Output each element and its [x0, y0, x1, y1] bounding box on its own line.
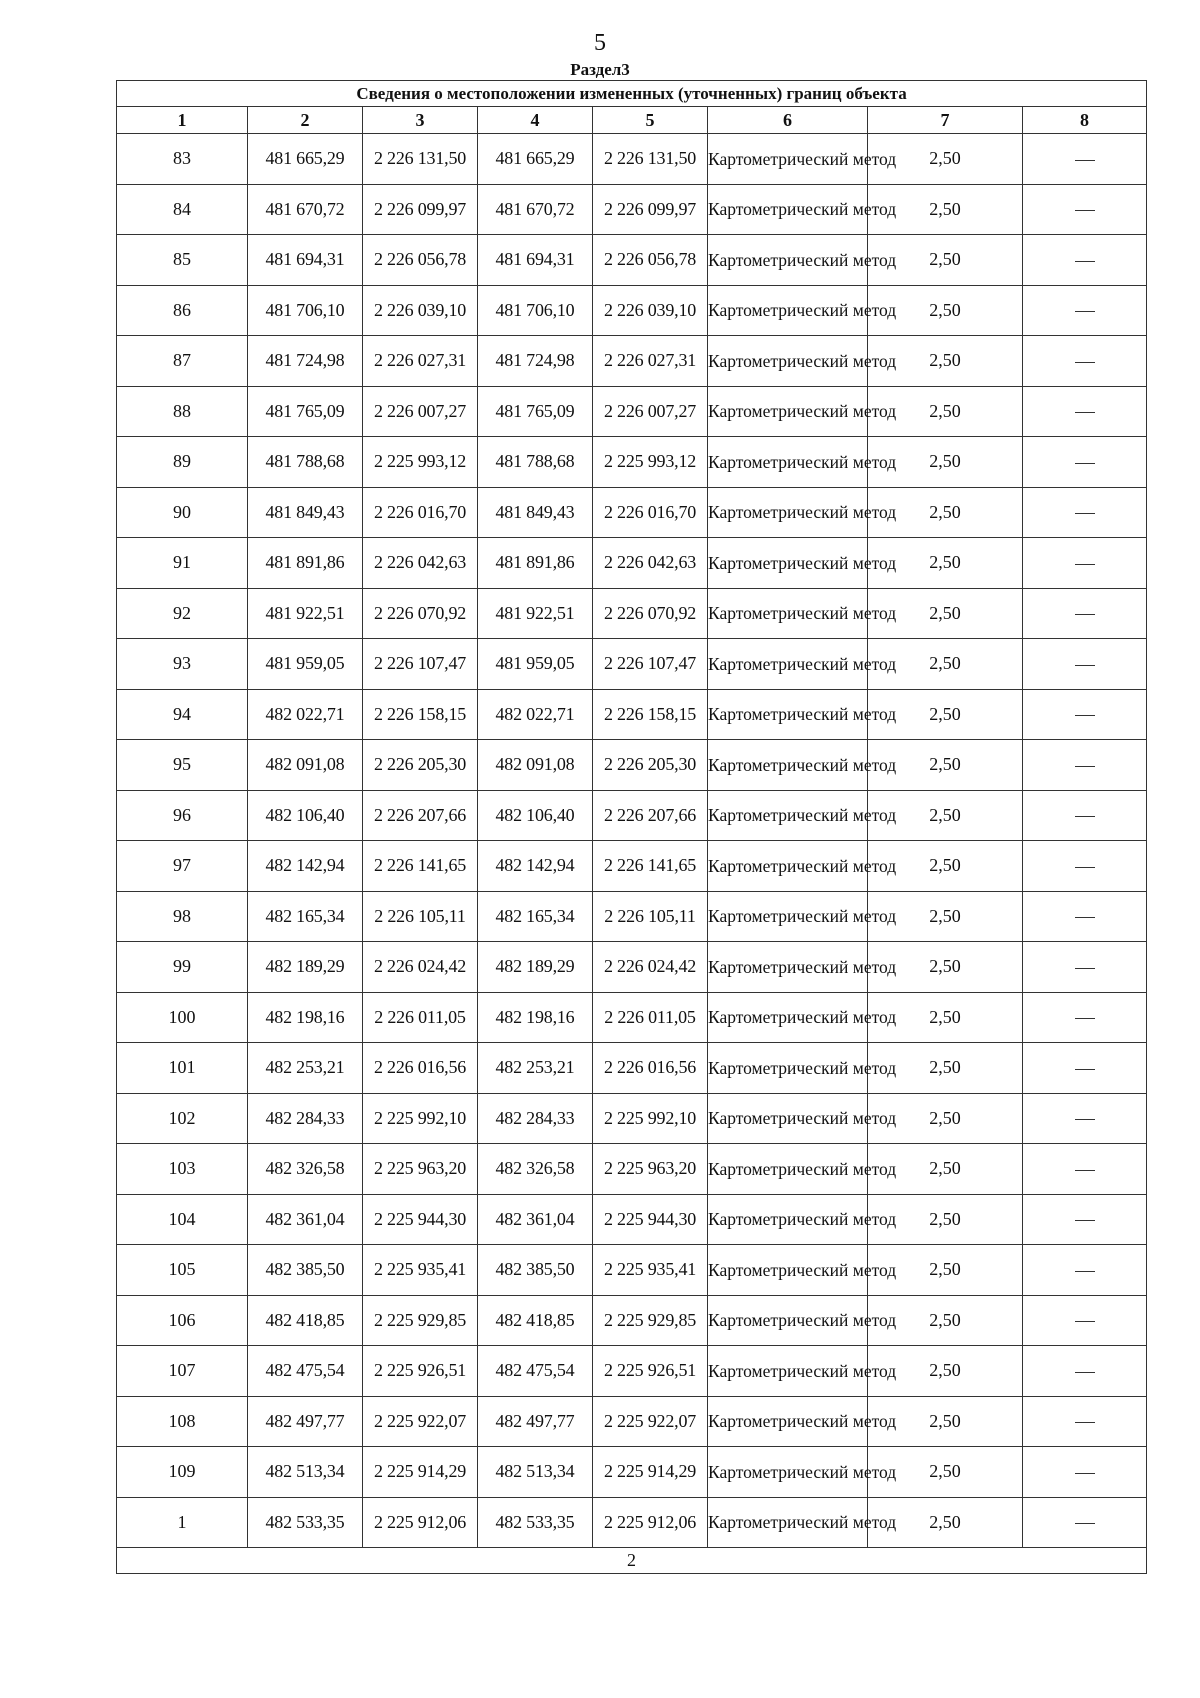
x-new-cell: 482 533,35 [478, 1497, 593, 1548]
table-footer-row [117, 1548, 1147, 1574]
y-old-cell: 2 226 107,47 [363, 639, 478, 690]
accuracy-cell: 2,50 [868, 992, 1023, 1043]
x-new-cell: 482 475,54 [478, 1346, 593, 1397]
y-old-cell: 2 225 926,51 [363, 1346, 478, 1397]
y-old-cell: 2 225 992,10 [363, 1093, 478, 1144]
dash-mark [1075, 412, 1095, 413]
y-old-cell: 2 226 207,66 [363, 790, 478, 841]
table-row [117, 588, 1147, 639]
description-cell [1023, 1093, 1147, 1144]
x-old-cell: 481 694,31 [248, 235, 363, 286]
y-new-cell: 2 226 158,15 [593, 689, 708, 740]
point-number-cell: 93 [117, 639, 248, 690]
y-old-cell: 2 225 935,41 [363, 1245, 478, 1296]
y-new-cell: 2 225 992,10 [593, 1093, 708, 1144]
x-old-cell: 481 765,09 [248, 386, 363, 437]
table-row [117, 1043, 1147, 1094]
x-new-cell: 482 513,34 [478, 1447, 593, 1498]
point-number-cell: 88 [117, 386, 248, 437]
description-cell [1023, 1144, 1147, 1195]
method-cell: Картометрический метод [708, 1144, 868, 1195]
table-row [117, 740, 1147, 791]
footer-note: 2 [117, 1548, 1147, 1574]
x-new-cell: 482 198,16 [478, 992, 593, 1043]
table-row [117, 1144, 1147, 1195]
x-new-cell: 482 106,40 [478, 790, 593, 841]
x-old-cell: 481 891,86 [248, 538, 363, 589]
point-number-cell: 98 [117, 891, 248, 942]
point-number-cell: 103 [117, 1144, 248, 1195]
method-cell: Картометрический метод [708, 1295, 868, 1346]
y-old-cell: 2 225 929,85 [363, 1295, 478, 1346]
description-cell [1023, 1447, 1147, 1498]
dash-mark [1075, 1523, 1095, 1524]
accuracy-cell: 2,50 [868, 538, 1023, 589]
accuracy-cell: 2,50 [868, 487, 1023, 538]
x-old-cell: 482 106,40 [248, 790, 363, 841]
y-old-cell: 2 225 993,12 [363, 437, 478, 488]
method-cell: Картометрический метод [708, 891, 868, 942]
x-new-cell: 481 665,29 [478, 134, 593, 185]
accuracy-cell: 2,50 [868, 689, 1023, 740]
dash-mark [1075, 210, 1095, 211]
table-row [117, 184, 1147, 235]
dash-mark [1075, 1422, 1095, 1423]
y-new-cell: 2 225 944,30 [593, 1194, 708, 1245]
accuracy-cell: 2,50 [868, 790, 1023, 841]
method-cell: Картометрический метод [708, 184, 868, 235]
accuracy-cell: 2,50 [868, 235, 1023, 286]
accuracy-cell: 2,50 [868, 437, 1023, 488]
point-number-cell: 90 [117, 487, 248, 538]
table-row [117, 285, 1147, 336]
y-old-cell: 2 226 141,65 [363, 841, 478, 892]
description-cell [1023, 235, 1147, 286]
x-old-cell: 481 922,51 [248, 588, 363, 639]
y-new-cell: 2 225 922,07 [593, 1396, 708, 1447]
description-cell [1023, 184, 1147, 235]
table-row [117, 942, 1147, 993]
accuracy-cell: 2,50 [868, 386, 1023, 437]
method-cell: Картометрический метод [708, 639, 868, 690]
description-cell [1023, 639, 1147, 690]
accuracy-cell: 2,50 [868, 740, 1023, 791]
point-number-cell: 96 [117, 790, 248, 841]
x-old-cell: 482 189,29 [248, 942, 363, 993]
description-cell [1023, 1497, 1147, 1548]
table-row [117, 1093, 1147, 1144]
method-cell: Картометрический метод [708, 285, 868, 336]
dash-mark [1075, 1321, 1095, 1322]
y-old-cell: 2 225 944,30 [363, 1194, 478, 1245]
dash-mark [1075, 311, 1095, 312]
description-cell [1023, 1194, 1147, 1245]
table-row [117, 790, 1147, 841]
dash-mark [1075, 1220, 1095, 1221]
x-old-cell: 482 361,04 [248, 1194, 363, 1245]
dash-mark [1075, 766, 1095, 767]
dash-mark [1075, 614, 1095, 615]
table-row [117, 487, 1147, 538]
x-old-cell: 481 665,29 [248, 134, 363, 185]
point-number-cell: 83 [117, 134, 248, 185]
column-header: 7 [868, 107, 1023, 134]
accuracy-cell: 2,50 [868, 942, 1023, 993]
description-cell [1023, 1245, 1147, 1296]
accuracy-cell: 2,50 [868, 1043, 1023, 1094]
x-old-cell: 482 091,08 [248, 740, 363, 791]
dash-mark [1075, 564, 1095, 565]
point-number-cell: 94 [117, 689, 248, 740]
accuracy-cell: 2,50 [868, 1447, 1023, 1498]
method-cell: Картометрический метод [708, 1043, 868, 1094]
table-row [117, 992, 1147, 1043]
table-row [117, 134, 1147, 185]
x-old-cell: 482 326,58 [248, 1144, 363, 1195]
point-number-cell: 84 [117, 184, 248, 235]
x-old-cell: 482 165,34 [248, 891, 363, 942]
y-new-cell: 2 226 027,31 [593, 336, 708, 387]
method-cell: Картометрический метод [708, 1194, 868, 1245]
description-cell [1023, 1396, 1147, 1447]
table-row [117, 1194, 1147, 1245]
table-row [117, 689, 1147, 740]
point-number-cell: 95 [117, 740, 248, 791]
y-old-cell: 2 226 007,27 [363, 386, 478, 437]
x-old-cell: 481 670,72 [248, 184, 363, 235]
y-old-cell: 2 226 205,30 [363, 740, 478, 791]
method-cell: Картометрический метод [708, 689, 868, 740]
x-new-cell: 482 091,08 [478, 740, 593, 791]
x-old-cell: 481 788,68 [248, 437, 363, 488]
description-cell [1023, 1043, 1147, 1094]
table-row [117, 891, 1147, 942]
column-header: 1 [117, 107, 248, 134]
dash-mark [1075, 665, 1095, 666]
x-new-cell: 482 142,94 [478, 841, 593, 892]
point-number-cell: 89 [117, 437, 248, 488]
y-new-cell: 2 225 963,20 [593, 1144, 708, 1195]
accuracy-cell: 2,50 [868, 1093, 1023, 1144]
dash-mark [1075, 917, 1095, 918]
description-cell [1023, 437, 1147, 488]
x-new-cell: 482 326,58 [478, 1144, 593, 1195]
point-number-cell: 91 [117, 538, 248, 589]
description-cell [1023, 891, 1147, 942]
accuracy-cell: 2,50 [868, 1346, 1023, 1397]
dash-mark [1075, 1069, 1095, 1070]
accuracy-cell: 2,50 [868, 891, 1023, 942]
column-header: 3 [363, 107, 478, 134]
table-body [117, 134, 1147, 1548]
y-new-cell: 2 226 056,78 [593, 235, 708, 286]
x-new-cell: 481 765,09 [478, 386, 593, 437]
description-cell [1023, 992, 1147, 1043]
x-old-cell: 481 849,43 [248, 487, 363, 538]
dash-mark [1075, 715, 1095, 716]
dash-mark [1075, 1473, 1095, 1474]
x-old-cell: 481 706,10 [248, 285, 363, 336]
y-new-cell: 2 226 105,11 [593, 891, 708, 942]
accuracy-cell: 2,50 [868, 1497, 1023, 1548]
y-old-cell: 2 226 070,92 [363, 588, 478, 639]
column-header-row [117, 107, 1147, 134]
dash-mark [1075, 463, 1095, 464]
method-cell: Картометрический метод [708, 588, 868, 639]
description-cell [1023, 588, 1147, 639]
y-old-cell: 2 226 158,15 [363, 689, 478, 740]
y-new-cell: 2 225 926,51 [593, 1346, 708, 1397]
description-cell [1023, 942, 1147, 993]
method-cell: Картометрический метод [708, 841, 868, 892]
x-old-cell: 481 724,98 [248, 336, 363, 387]
method-cell: Картометрический метод [708, 740, 868, 791]
table-row [117, 538, 1147, 589]
y-old-cell: 2 226 039,10 [363, 285, 478, 336]
column-header: 4 [478, 107, 593, 134]
method-cell: Картометрический метод [708, 487, 868, 538]
dash-mark [1075, 1372, 1095, 1373]
description-cell [1023, 790, 1147, 841]
table-row [117, 1346, 1147, 1397]
description-cell [1023, 1295, 1147, 1346]
point-number-cell: 86 [117, 285, 248, 336]
x-old-cell: 482 253,21 [248, 1043, 363, 1094]
x-new-cell: 481 891,86 [478, 538, 593, 589]
dash-mark [1075, 816, 1095, 817]
method-cell: Картометрический метод [708, 538, 868, 589]
accuracy-cell: 2,50 [868, 841, 1023, 892]
point-number-cell: 100 [117, 992, 248, 1043]
table-row [117, 235, 1147, 286]
description-cell [1023, 336, 1147, 387]
y-new-cell: 2 226 039,10 [593, 285, 708, 336]
x-old-cell: 482 022,71 [248, 689, 363, 740]
table-row [117, 1245, 1147, 1296]
x-new-cell: 481 849,43 [478, 487, 593, 538]
y-new-cell: 2 226 016,70 [593, 487, 708, 538]
y-old-cell: 2 225 963,20 [363, 1144, 478, 1195]
boundary-points-table [116, 80, 1147, 1574]
table-row [117, 841, 1147, 892]
method-cell: Картометрический метод [708, 134, 868, 185]
y-new-cell: 2 226 070,92 [593, 588, 708, 639]
point-number-cell: 87 [117, 336, 248, 387]
method-cell: Картометрический метод [708, 1497, 868, 1548]
y-new-cell: 2 226 205,30 [593, 740, 708, 791]
dash-mark [1075, 513, 1095, 514]
y-old-cell: 2 225 912,06 [363, 1497, 478, 1548]
table-row [117, 336, 1147, 387]
point-number-cell: 85 [117, 235, 248, 286]
x-new-cell: 481 788,68 [478, 437, 593, 488]
column-header: 2 [248, 107, 363, 134]
dash-mark [1075, 1170, 1095, 1171]
x-new-cell: 482 497,77 [478, 1396, 593, 1447]
y-old-cell: 2 226 011,05 [363, 992, 478, 1043]
y-old-cell: 2 225 922,07 [363, 1396, 478, 1447]
x-new-cell: 482 361,04 [478, 1194, 593, 1245]
column-header: 5 [593, 107, 708, 134]
y-new-cell: 2 225 914,29 [593, 1447, 708, 1498]
accuracy-cell: 2,50 [868, 134, 1023, 185]
y-old-cell: 2 225 914,29 [363, 1447, 478, 1498]
description-cell [1023, 689, 1147, 740]
y-new-cell: 2 225 935,41 [593, 1245, 708, 1296]
y-new-cell: 2 226 024,42 [593, 942, 708, 993]
y-new-cell: 2 226 131,50 [593, 134, 708, 185]
x-new-cell: 481 922,51 [478, 588, 593, 639]
method-cell: Картометрический метод [708, 992, 868, 1043]
point-number-cell: 106 [117, 1295, 248, 1346]
y-new-cell: 2 226 141,65 [593, 841, 708, 892]
y-new-cell: 2 226 016,56 [593, 1043, 708, 1094]
y-new-cell: 2 225 929,85 [593, 1295, 708, 1346]
accuracy-cell: 2,50 [868, 1194, 1023, 1245]
description-cell [1023, 538, 1147, 589]
x-new-cell: 482 189,29 [478, 942, 593, 993]
y-new-cell: 2 226 099,97 [593, 184, 708, 235]
x-old-cell: 481 959,05 [248, 639, 363, 690]
dash-mark [1075, 867, 1095, 868]
x-old-cell: 482 418,85 [248, 1295, 363, 1346]
x-new-cell: 481 706,10 [478, 285, 593, 336]
method-cell: Картометрический метод [708, 437, 868, 488]
accuracy-cell: 2,50 [868, 1144, 1023, 1195]
dash-mark [1075, 261, 1095, 262]
table-row [117, 386, 1147, 437]
method-cell: Картометрический метод [708, 336, 868, 387]
y-old-cell: 2 226 056,78 [363, 235, 478, 286]
method-cell: Картометрический метод [708, 790, 868, 841]
method-cell: Картометрический метод [708, 235, 868, 286]
table-row [117, 1447, 1147, 1498]
table-row [117, 437, 1147, 488]
y-old-cell: 2 226 105,11 [363, 891, 478, 942]
point-number-cell: 109 [117, 1447, 248, 1498]
y-new-cell: 2 226 042,63 [593, 538, 708, 589]
description-cell [1023, 134, 1147, 185]
accuracy-cell: 2,50 [868, 1396, 1023, 1447]
dash-mark [1075, 1018, 1095, 1019]
description-cell [1023, 285, 1147, 336]
section-title: Раздел3 [570, 60, 630, 79]
x-new-cell: 481 670,72 [478, 184, 593, 235]
x-old-cell: 482 475,54 [248, 1346, 363, 1397]
point-number-cell: 92 [117, 588, 248, 639]
table-row [117, 1295, 1147, 1346]
x-new-cell: 481 694,31 [478, 235, 593, 286]
accuracy-cell: 2,50 [868, 1295, 1023, 1346]
description-cell [1023, 487, 1147, 538]
y-old-cell: 2 226 042,63 [363, 538, 478, 589]
x-new-cell: 482 385,50 [478, 1245, 593, 1296]
method-cell: Картометрический метод [708, 1396, 868, 1447]
column-header: 6 [708, 107, 868, 134]
point-number-cell: 108 [117, 1396, 248, 1447]
point-number-cell: 104 [117, 1194, 248, 1245]
point-number-cell: 102 [117, 1093, 248, 1144]
dash-mark [1075, 1119, 1095, 1120]
table-row [117, 1497, 1147, 1548]
x-new-cell: 482 022,71 [478, 689, 593, 740]
dash-mark [1075, 160, 1095, 161]
column-header: 8 [1023, 107, 1147, 134]
y-old-cell: 2 226 099,97 [363, 184, 478, 235]
description-cell [1023, 740, 1147, 791]
table-row [117, 639, 1147, 690]
method-cell: Картометрический метод [708, 1093, 868, 1144]
x-new-cell: 482 253,21 [478, 1043, 593, 1094]
table-title: Сведения о местоположении измененных (уточненных) границ объекта [117, 81, 1147, 107]
x-old-cell: 482 497,77 [248, 1396, 363, 1447]
y-new-cell: 2 225 912,06 [593, 1497, 708, 1548]
method-cell: Картометрический метод [708, 1447, 868, 1498]
x-old-cell: 482 385,50 [248, 1245, 363, 1296]
accuracy-cell: 2,50 [868, 588, 1023, 639]
description-cell [1023, 1346, 1147, 1397]
accuracy-cell: 2,50 [868, 1245, 1023, 1296]
accuracy-cell: 2,50 [868, 285, 1023, 336]
y-new-cell: 2 226 011,05 [593, 992, 708, 1043]
y-old-cell: 2 226 024,42 [363, 942, 478, 993]
y-new-cell: 2 226 007,27 [593, 386, 708, 437]
x-new-cell: 481 959,05 [478, 639, 593, 690]
description-cell [1023, 386, 1147, 437]
description-cell [1023, 841, 1147, 892]
point-number-cell: 105 [117, 1245, 248, 1296]
y-old-cell: 2 226 016,70 [363, 487, 478, 538]
accuracy-cell: 2,50 [868, 639, 1023, 690]
point-number-cell: 97 [117, 841, 248, 892]
x-new-cell: 482 418,85 [478, 1295, 593, 1346]
table-title-row [117, 81, 1147, 107]
point-number-cell: 107 [117, 1346, 248, 1397]
x-new-cell: 481 724,98 [478, 336, 593, 387]
table-row [117, 1396, 1147, 1447]
method-cell: Картометрический метод [708, 942, 868, 993]
y-old-cell: 2 226 016,56 [363, 1043, 478, 1094]
accuracy-cell: 2,50 [868, 184, 1023, 235]
x-old-cell: 482 198,16 [248, 992, 363, 1043]
x-new-cell: 482 284,33 [478, 1093, 593, 1144]
dash-mark [1075, 968, 1095, 969]
y-new-cell: 2 226 207,66 [593, 790, 708, 841]
y-new-cell: 2 226 107,47 [593, 639, 708, 690]
accuracy-cell: 2,50 [868, 336, 1023, 387]
dash-mark [1075, 1271, 1095, 1272]
x-old-cell: 482 533,35 [248, 1497, 363, 1548]
x-old-cell: 482 284,33 [248, 1093, 363, 1144]
x-new-cell: 482 165,34 [478, 891, 593, 942]
x-old-cell: 482 513,34 [248, 1447, 363, 1498]
point-number-cell: 1 [117, 1497, 248, 1548]
y-old-cell: 2 226 027,31 [363, 336, 478, 387]
point-number-cell: 99 [117, 942, 248, 993]
method-cell: Картометрический метод [708, 1245, 868, 1296]
x-old-cell: 482 142,94 [248, 841, 363, 892]
y-old-cell: 2 226 131,50 [363, 134, 478, 185]
dash-mark [1075, 362, 1095, 363]
point-number-cell: 101 [117, 1043, 248, 1094]
page-number: 5 [594, 30, 606, 56]
y-new-cell: 2 225 993,12 [593, 437, 708, 488]
method-cell: Картометрический метод [708, 1346, 868, 1397]
method-cell: Картометрический метод [708, 386, 868, 437]
